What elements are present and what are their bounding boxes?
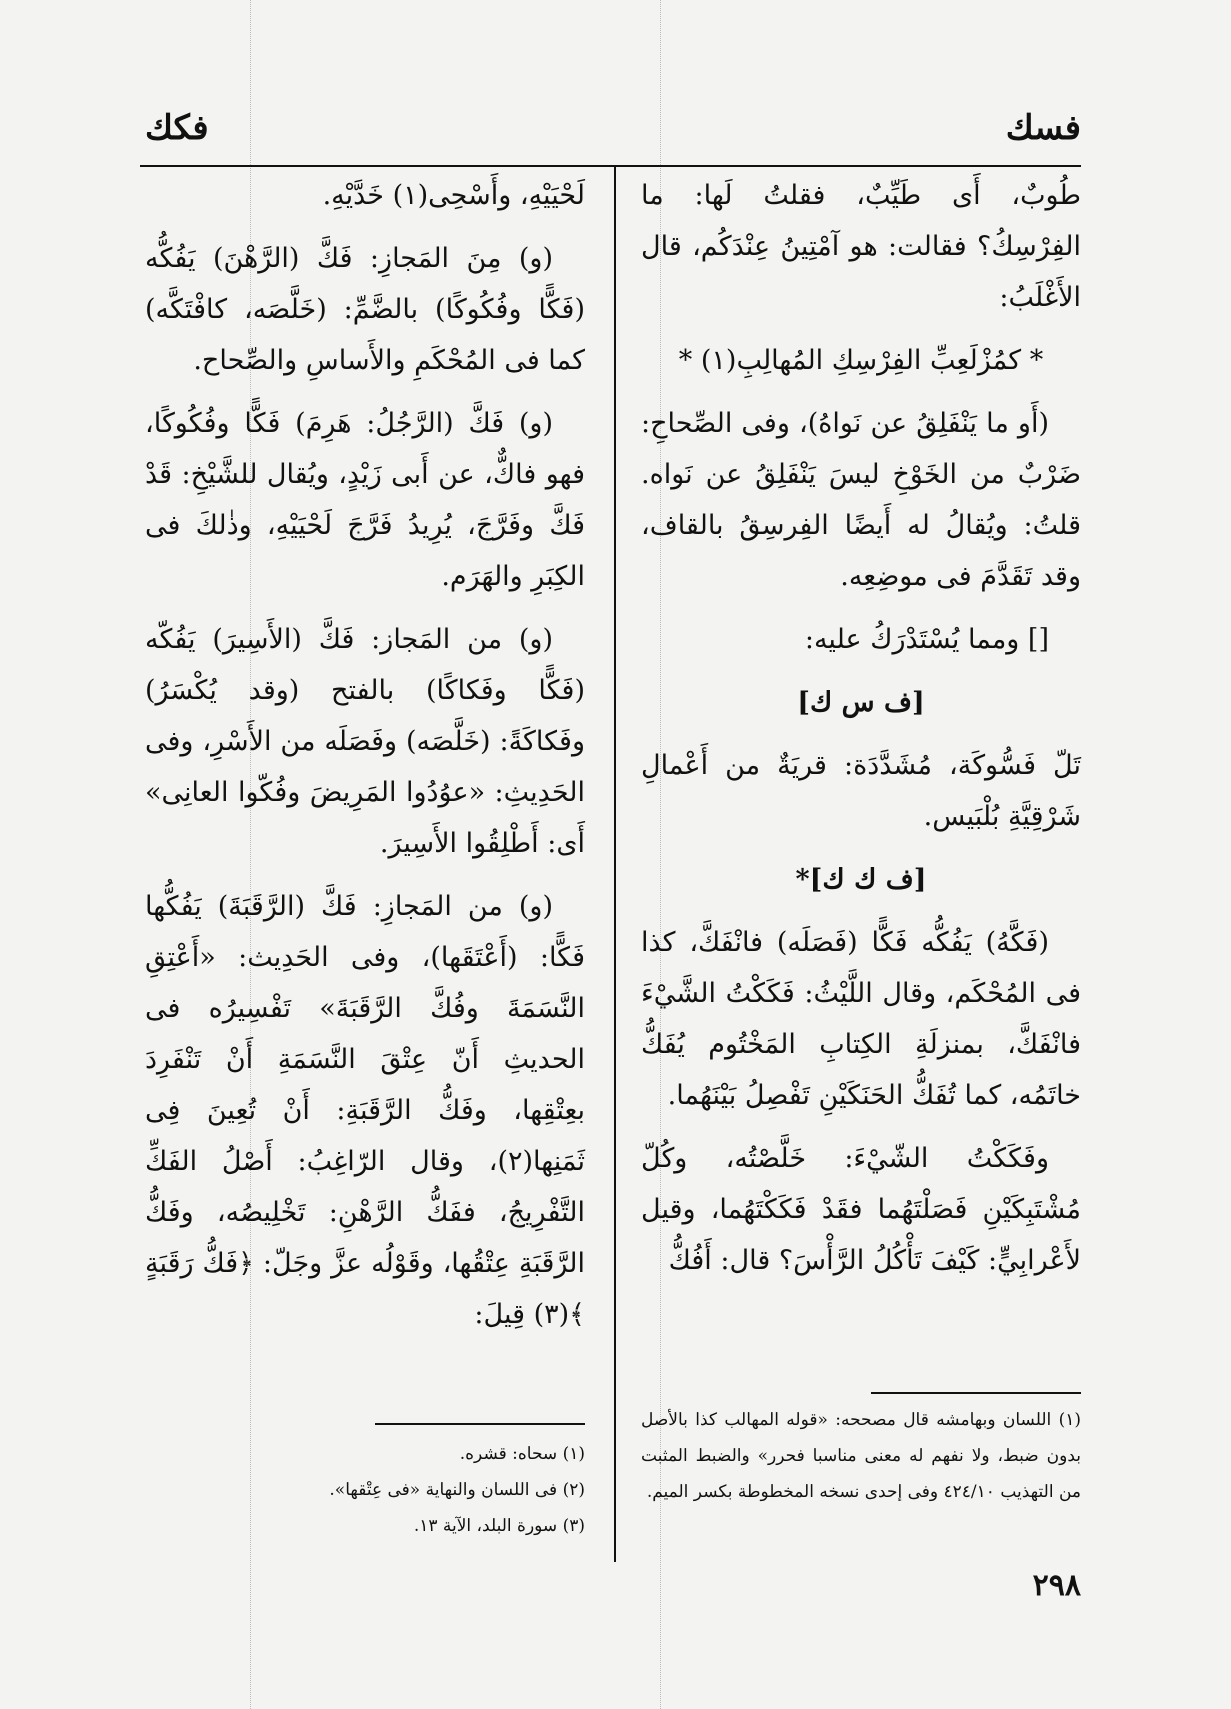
paragraph: (و) مِنَ المَجازِ: فَكَّ (الرَّهْنَ) يَفُكُّه (فَكًّا وفُكُوكًا) بالضَّمِّ: (خَلَّصَه، كافْتَكَّه) كما فى المُحْكَمِ والأَساسِ والصِّحاح.: [145, 243, 585, 376]
header-rule: [140, 165, 1081, 167]
right-column: [641, 170, 1081, 1298]
paragraph: (و) فَكَّ (الرَّجُلُ: هَرِمَ) فَكًّا وفُكُوكًا، فهو فاكٌّ، عن أَبى زَيْدٍ، ويُقال للشَّيْخِ: قَدْ فَكَّ وفَرَّجَ، يُرِيدُ فَرَّجَ لَحْيَيْهِ، وذٰلكَ فى الكِبَرِ والهَرَم.: [145, 408, 585, 592]
paragraph: وفَكَكْتُ الشّيْءَ: خَلَّصْتُه، وكُلّ مُشْتَبِكَيْنِ فَصَلْتَهُما فقَدْ فَكَكْتَهُما، وقيل لأَعْرابِيٍّ: كَيْفَ تَأْكُلُ الرَّأْسَ؟ قال: أَفُكُّ: [641, 1143, 1081, 1276]
footnote-rule: [871, 1392, 1081, 1394]
header-word-left: فكك: [145, 108, 209, 148]
header-word-right: فسك: [1005, 108, 1081, 148]
footnote: (٢) فى اللسان والنهاية «فى عِتْقها».: [329, 1480, 585, 1500]
verse-line: * كمُزْلَعِبِّ الفِرْسِكِ المُهالِبِ(١) *: [678, 345, 1044, 376]
paragraph: (و) من المَجازِ: فَكَّ (الرَّقَبَةَ) يَفُكُّها فَكًّا: (أَعْتَقَها)، وفى الحَدِيث: «أَعْتِقِ النَّسَمَةَ وفُكَّ الرَّقَبَةَ» تَفْسِيرُه فى الحديثِ أَنّ عِتْقَ النَّسَمَةِ أَنْ تَنْفَرِدَ بعِتْقِها، وفَكُّ الرَّقَبَةِ: أَنْ تُعِينَ فِى ثَمَنِها(٢)، وقال الرّاغِبُ: أَصْلُ الفَكِّ التَّفْرِيجُ، ففَكُّ الرَّهْنِ: تَخْلِيصُه، وفَكُّ الرَّقَبَةِ عِتْقُها، وقَوْلُه عزَّ وجَلّ: ﴿فَكُّ رَقَبَةٍ ﴾(٣) قِيلَ:: [145, 891, 585, 1330]
page-number: ٢٩٨: [1032, 1568, 1081, 1603]
column-divider: [614, 167, 616, 1562]
paragraph: (أَو ما يَنْفَلِقُ عن نَواهُ)، وفى الصِّحاحِ: ضَرْبٌ من الخَوْخِ ليسَ يَنْفَلِقُ عن نَواه. قلتُ: ويُقالُ له أَيضًا الفِرسِقُ بالقاف، وقد تَقَدَّمَ فى موضِعِه.: [641, 408, 1081, 592]
paragraph: (و) من المَجاز: فَكَّ (الأَسِيرَ) يَفُكّه (فَكًّا وفَكاكًا) بالفتح (وقد يُكْسَرُ) وفَكاكَةً: (خَلَّصَه) وفَصَلَه من الأَسْرِ، وفى الحَدِيثِ: «عوُدُوا المَرِيضَ وفُكّوا العانِى» أَى: أَطْلِقُوا الأَسِيرَ.: [145, 624, 585, 859]
addendum-note: [] ومما يُسْتَدْرَكُ عليه:: [804, 624, 1049, 655]
footnote: (١) اللسان وبهامشه قال مصححه: «قوله المهالب كذا بالأصل بدون ضبط، ولا نفهم له معنى مناسبا فحرر» والضبط المثبت من التهذيب ٤٢٤/١٠ وفى إحدى نسخه المخطوطة بكسر الميم.: [641, 1410, 1081, 1502]
paragraph: (فَكَّهُ) يَفُكُّه فَكًّا (فَصَلَه) فانْفَكَّ، كذا فى المُحْكَم، وقال اللَّيْثُ: فَكَكْتُ الشَّيْءَ فانْفَكَّ، بمنزلَةِ الكِتابِ المَخْتُوم يُفَكُّ خاتَمُه، كما تُفَكُّ الحَنَكَيْنِ تَفْصِلُ بَيْنَهُما.: [641, 927, 1081, 1111]
entry-heading: [ف س ك]: [797, 687, 925, 718]
paragraph: لَحْيَيْهِ، وأَسْحِى(١) خَدَّيْهِ.: [322, 180, 585, 211]
footnote: (١) سحاه: قشره.: [459, 1444, 585, 1464]
footnotes-right: [641, 1402, 1081, 1510]
footnote: (٣) سورة البلد، الآية ١٣.: [413, 1516, 585, 1536]
footnotes-left: [145, 1436, 585, 1544]
paragraph: طُوبٌ، أَى طَيِّبٌ، فقلتُ لَها: ما الفِرْسِكُ؟ فقالت: هو آمْتِينُ عِنْدَكُم، قال الأَغْلَبُ:: [641, 180, 1081, 313]
left-column: [145, 170, 585, 1352]
entry-heading: [ف ك ك]*: [795, 864, 927, 895]
footnote-rule: [375, 1423, 585, 1425]
paragraph: تَلّ فَسُّوكَة، مُشَدَّدَة: قريَةٌ من أَعْمالِ شَرْقِيَّةِ بُلْبَيس.: [641, 750, 1081, 832]
